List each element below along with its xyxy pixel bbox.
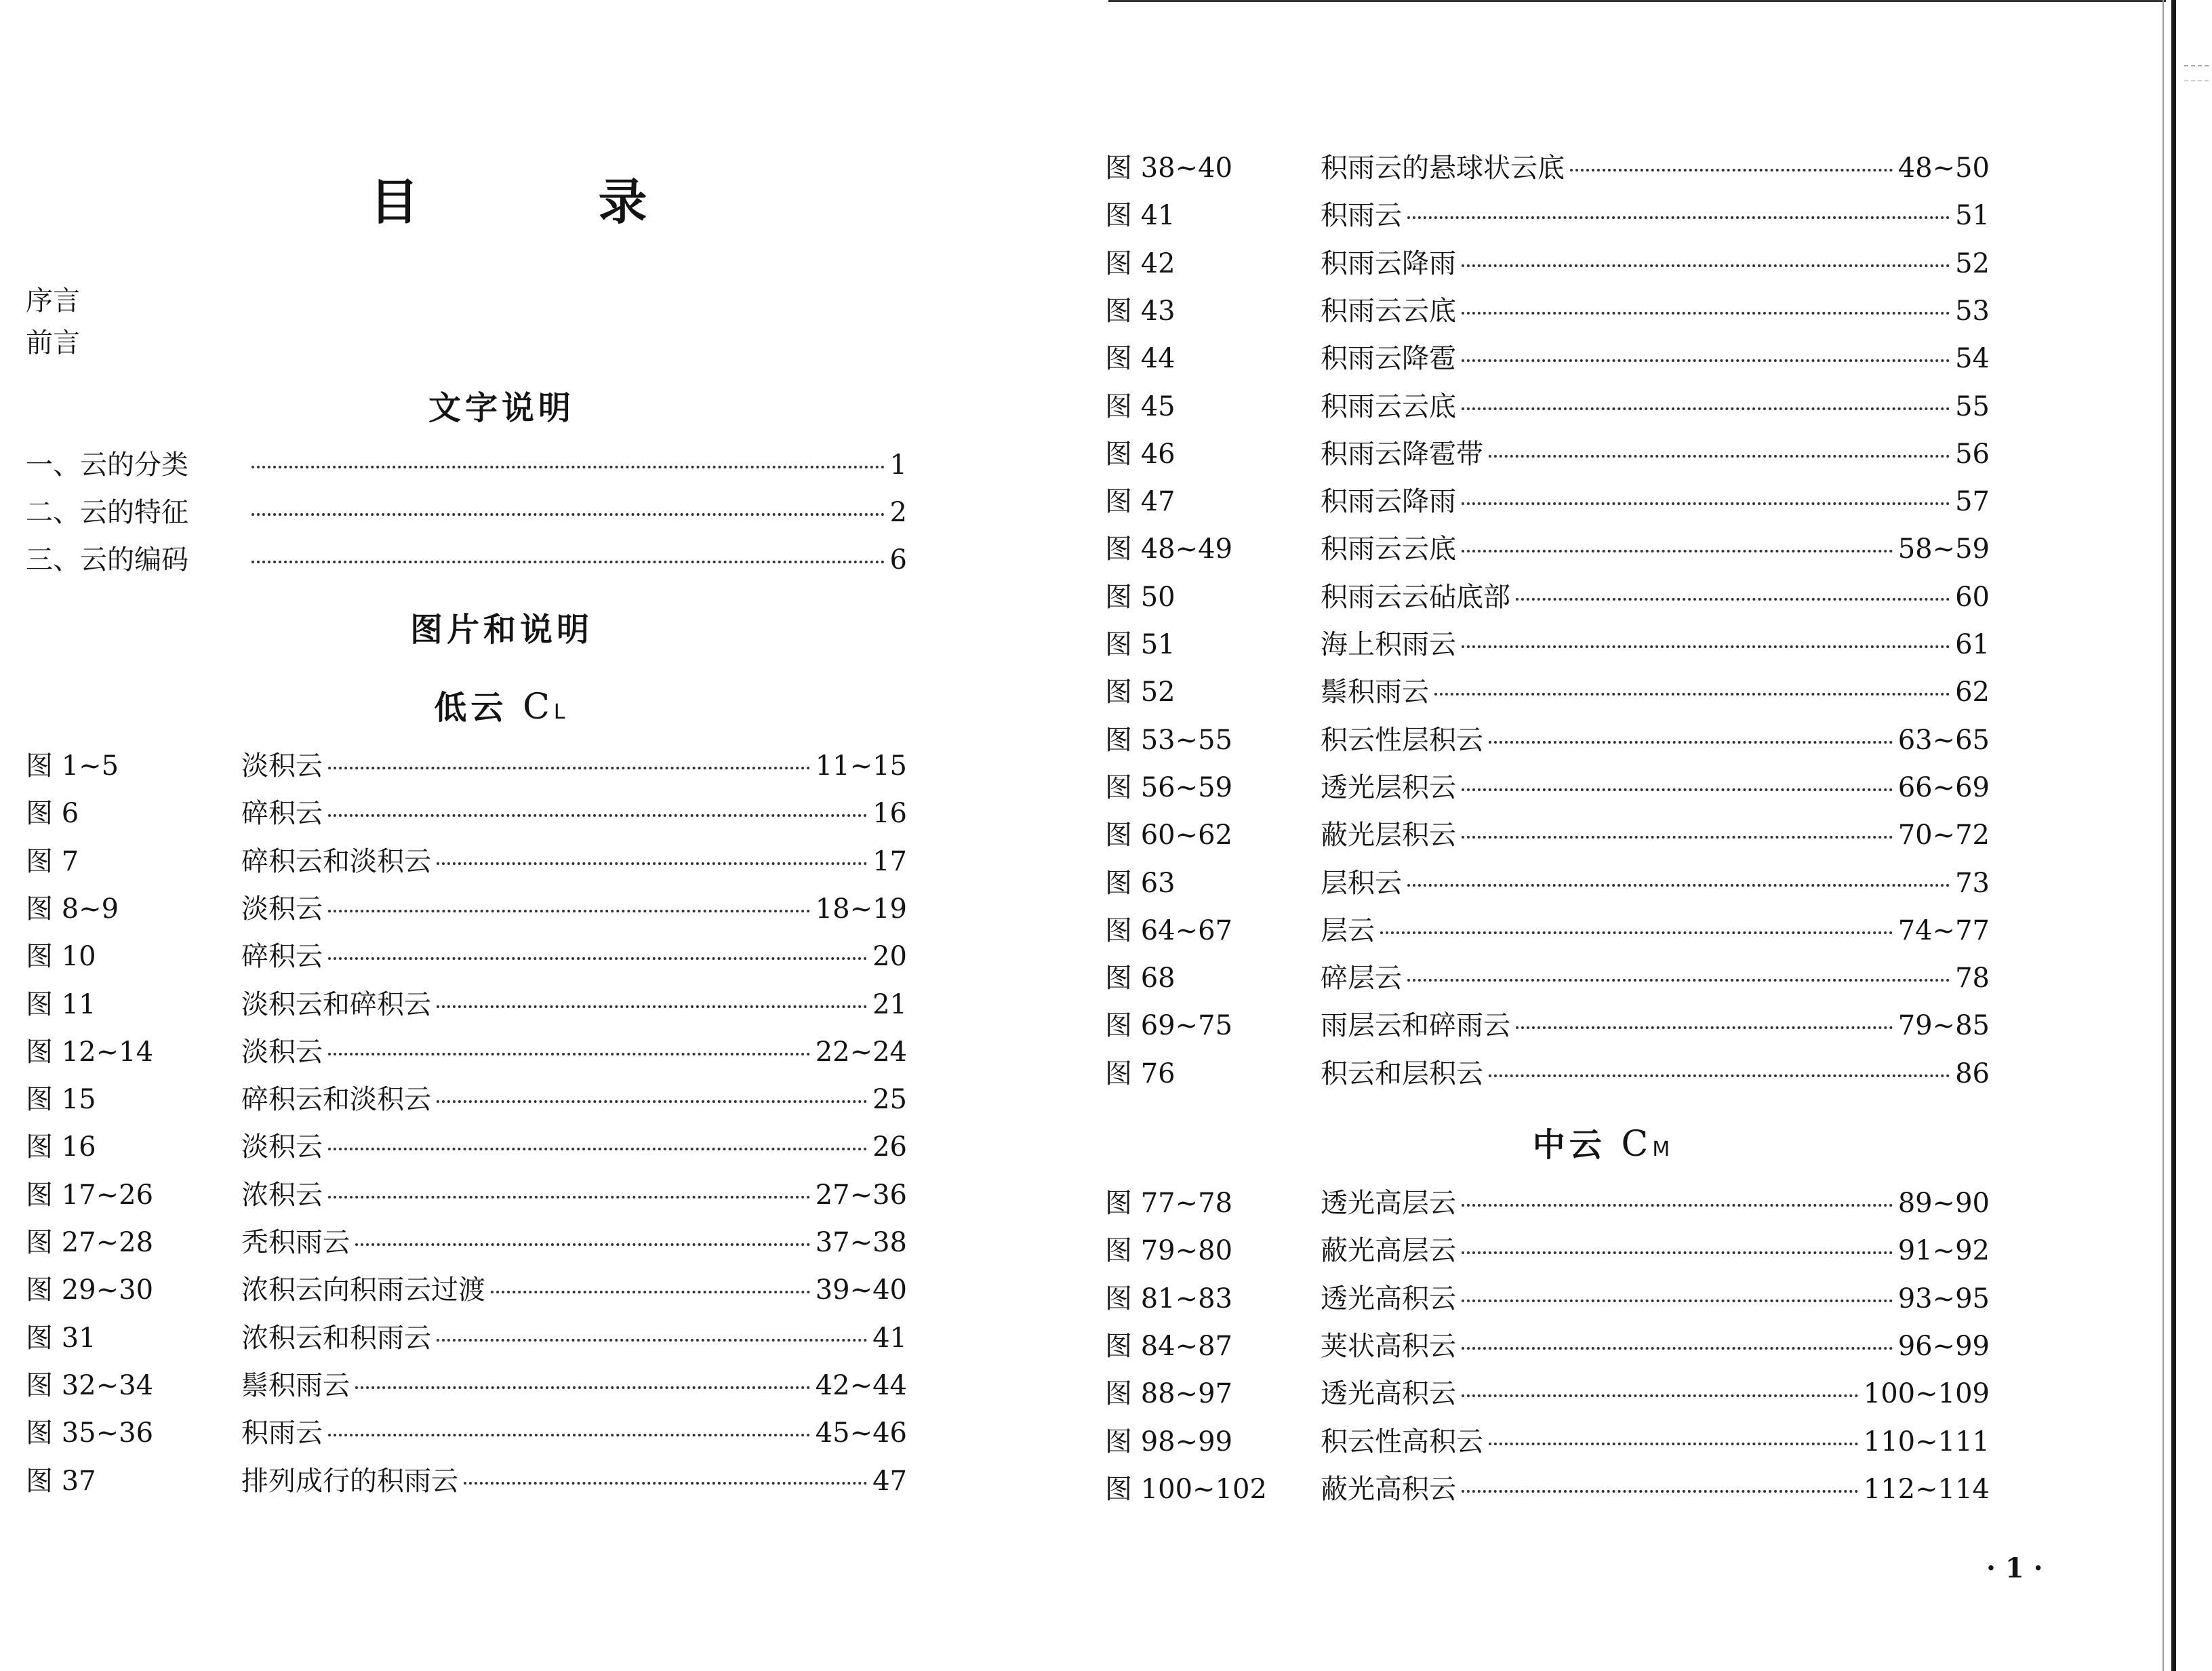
dot-leader bbox=[437, 1339, 867, 1342]
left-page bbox=[0, 0, 1017, 1671]
toc-entry-title: 淡积云 bbox=[241, 750, 323, 782]
toc-entry-title: 积云和层积云 bbox=[1321, 1058, 1483, 1089]
dot-leader bbox=[1407, 979, 1950, 982]
preface-line: 序言 bbox=[26, 285, 80, 317]
toc-entry-title: 淡积云 bbox=[241, 1131, 323, 1163]
toc-entry bbox=[1105, 1326, 1990, 1367]
toc-entry-title: 一、云的分类 bbox=[26, 449, 188, 481]
toc-entry-page: 73 bbox=[1955, 867, 1990, 899]
toc-entry-page: 54 bbox=[1955, 343, 1990, 375]
toc-entry bbox=[1105, 291, 1990, 331]
toc-entry bbox=[26, 540, 907, 580]
dot-leader bbox=[1462, 502, 1950, 505]
dot-leader bbox=[355, 1386, 810, 1389]
toc-entry-figure: 图 29~30 bbox=[26, 1274, 154, 1306]
toc-entry bbox=[1105, 434, 1990, 475]
toc-entry-page: 51 bbox=[1955, 200, 1990, 232]
dot-leader bbox=[437, 862, 867, 865]
toc-entry-figure: 图 77~78 bbox=[1105, 1188, 1233, 1219]
low-cloud-heading bbox=[0, 681, 1003, 728]
toc-entry-figure: 图 41 bbox=[1105, 200, 1175, 232]
toc-entry-page: 61 bbox=[1955, 629, 1990, 660]
dot-leader bbox=[328, 910, 810, 912]
toc-entry-figure: 图 68 bbox=[1105, 963, 1175, 994]
toc-entry bbox=[1105, 1279, 1990, 1319]
dot-leader bbox=[1462, 312, 1950, 315]
right-page bbox=[1105, 0, 2212, 1671]
toc-entry bbox=[26, 1270, 907, 1310]
dot-leader bbox=[1462, 1490, 1858, 1493]
toc-entry-page: 37~38 bbox=[815, 1227, 907, 1258]
dot-leader bbox=[1462, 550, 1893, 552]
dot-leader bbox=[1516, 598, 1950, 601]
toc-entry bbox=[26, 1079, 907, 1120]
toc-entry bbox=[1105, 577, 1990, 618]
toc-entry-figure: 图 46 bbox=[1105, 438, 1175, 470]
toc-entry-title: 蔽光高层云 bbox=[1321, 1235, 1456, 1267]
toc-entry-title: 碎积云 bbox=[241, 798, 323, 830]
toc-entry-page: 53 bbox=[1955, 295, 1990, 327]
toc-entry-page: 45~46 bbox=[815, 1417, 907, 1449]
toc-entry bbox=[26, 1365, 907, 1406]
toc-entry-page: 22~24 bbox=[815, 1036, 907, 1068]
toc-entry-figure: 图 60~62 bbox=[1105, 820, 1233, 851]
toc-entry-page: 39~40 bbox=[815, 1274, 907, 1306]
text-section-heading: 文字说明 bbox=[428, 389, 575, 427]
toc-entry-figure: 图 11 bbox=[26, 988, 96, 1020]
toc-entry bbox=[1105, 1183, 1990, 1224]
toc-entry-figure: 图 35~36 bbox=[26, 1417, 154, 1449]
toc-entry-title: 二、云的特征 bbox=[26, 497, 188, 528]
low-cloud-symbol-sub: L bbox=[553, 700, 569, 724]
toc-entry bbox=[1105, 386, 1990, 427]
dot-leader bbox=[1462, 264, 1950, 267]
toc-entry-title: 透光层积云 bbox=[1321, 771, 1456, 803]
toc-entry bbox=[26, 1127, 907, 1167]
toc-entry-figure: 图 47 bbox=[1105, 486, 1175, 518]
dot-leader bbox=[328, 767, 810, 769]
toc-entry bbox=[1105, 481, 1990, 522]
toc-entry-page: 27~36 bbox=[815, 1179, 907, 1211]
toc-entry-title: 积雨云降雨 bbox=[1321, 486, 1456, 518]
dot-leader bbox=[1489, 741, 1893, 744]
toc-entry bbox=[1105, 195, 1990, 236]
toc-entry-figure: 图 16 bbox=[26, 1131, 96, 1163]
toc-title: 目 录 bbox=[369, 174, 729, 230]
toc-entry-title: 碎积云和淡积云 bbox=[241, 1084, 431, 1116]
toc-entry-page: 110~111 bbox=[1863, 1426, 1990, 1457]
toc-entry-title: 碎积云 bbox=[241, 941, 323, 973]
mid-cloud-symbol: C bbox=[1621, 1124, 1653, 1165]
toc-entry bbox=[1105, 624, 1990, 665]
toc-entry-page: 6 bbox=[889, 544, 907, 576]
toc-entry-figure: 图 84~87 bbox=[1105, 1330, 1233, 1362]
toc-entry bbox=[1105, 815, 1990, 855]
dot-leader bbox=[252, 513, 885, 516]
toc-entry-page: 91~92 bbox=[1897, 1235, 1990, 1267]
toc-entry-title: 荚状高积云 bbox=[1321, 1330, 1456, 1362]
dot-leader bbox=[328, 1434, 810, 1436]
toc-entry-title: 积雨云降雨 bbox=[1321, 247, 1456, 279]
dot-leader bbox=[252, 466, 885, 468]
dot-leader bbox=[437, 1005, 867, 1008]
toc-entry bbox=[26, 492, 907, 533]
toc-entry bbox=[1105, 529, 1990, 569]
toc-entry-title: 浓积云和积雨云 bbox=[241, 1322, 431, 1354]
toc-entry-figure: 图 1~5 bbox=[26, 750, 119, 782]
toc-entry-figure: 图 45 bbox=[1105, 390, 1175, 422]
toc-entry-figure: 图 44 bbox=[1105, 343, 1175, 375]
toc-entry-figure: 图 10 bbox=[26, 941, 96, 973]
toc-entry-title: 积雨云云底 bbox=[1321, 390, 1456, 422]
toc-entry-title: 透光高积云 bbox=[1321, 1378, 1456, 1410]
dot-leader bbox=[1462, 1394, 1858, 1397]
dot-leader bbox=[1462, 1347, 1893, 1350]
dot-leader bbox=[1489, 1443, 1858, 1445]
pictures-section-heading: 图片和说明 bbox=[409, 611, 593, 649]
toc-entry-figure: 图 76 bbox=[1105, 1058, 1175, 1089]
toc-entry bbox=[1105, 672, 1990, 712]
toc-entry-page: 52 bbox=[1955, 247, 1990, 279]
toc-entry bbox=[26, 1222, 907, 1263]
toc-entry-figure: 图 38~40 bbox=[1105, 153, 1233, 184]
toc-entry bbox=[1105, 1469, 1990, 1510]
toc-entry bbox=[1105, 720, 1990, 761]
toc-entry-figure: 图 32~34 bbox=[26, 1369, 154, 1401]
toc-entry-page: 20 bbox=[872, 941, 907, 973]
toc-entry bbox=[1105, 958, 1990, 999]
toc-entry-figure: 图 12~14 bbox=[26, 1036, 154, 1068]
toc-entry-page: 41 bbox=[872, 1322, 907, 1354]
dot-leader bbox=[1462, 1204, 1893, 1207]
toc-entry-figure: 图 69~75 bbox=[1105, 1010, 1233, 1042]
toc-entry bbox=[1105, 1005, 1990, 1046]
toc-entry-page: 57 bbox=[1955, 486, 1990, 518]
toc-entry-title: 海上积雨云 bbox=[1321, 629, 1456, 660]
dot-leader bbox=[1462, 645, 1950, 648]
toc-entry-title: 积雨云 bbox=[1321, 200, 1402, 232]
toc-entry-figure: 图 42 bbox=[1105, 247, 1175, 279]
toc-entry-figure: 图 56~59 bbox=[1105, 771, 1233, 803]
toc-entry-figure: 图 6 bbox=[26, 798, 79, 830]
toc-entry-page: 17 bbox=[872, 845, 907, 877]
toc-entry-page: 42~44 bbox=[815, 1369, 907, 1401]
toc-entry-figure: 图 100~102 bbox=[1105, 1473, 1267, 1505]
toc-entry-title: 三、云的编码 bbox=[26, 544, 188, 576]
toc-entry bbox=[1105, 910, 1990, 951]
toc-entry-title: 积雨云降雹 bbox=[1321, 343, 1456, 375]
foreword-line: 前言 bbox=[26, 327, 80, 359]
dot-leader bbox=[355, 1243, 810, 1246]
toc-entry bbox=[1105, 1053, 1990, 1094]
toc-entry-page: 11~15 bbox=[815, 750, 907, 782]
toc-entry bbox=[1105, 1422, 1990, 1462]
toc-entry bbox=[1105, 1230, 1990, 1271]
toc-entry-title: 透光高层云 bbox=[1321, 1188, 1456, 1219]
toc-entry-page: 86 bbox=[1955, 1058, 1990, 1089]
toc-entry-figure: 图 53~55 bbox=[1105, 724, 1233, 756]
toc-entry-page: 58~59 bbox=[1897, 533, 1990, 565]
toc-entry-figure: 图 31 bbox=[26, 1322, 96, 1354]
toc-entry bbox=[26, 445, 907, 485]
toc-entry-page: 55 bbox=[1955, 390, 1990, 422]
dot-leader bbox=[1462, 407, 1950, 410]
dot-leader bbox=[328, 814, 867, 817]
mid-cloud-heading bbox=[1105, 1119, 2102, 1165]
dot-leader bbox=[464, 1482, 867, 1485]
toc-entry-figure: 图 7 bbox=[26, 845, 79, 877]
toc-entry-title: 积雨云云底 bbox=[1321, 295, 1456, 327]
toc-entry-page: 93~95 bbox=[1897, 1283, 1990, 1314]
toc-entry-title: 积雨云 bbox=[241, 1417, 323, 1449]
toc-entry-title: 积云性层积云 bbox=[1321, 724, 1483, 756]
toc-entry bbox=[1105, 1373, 1990, 1414]
toc-entry-page: 89~90 bbox=[1897, 1188, 1990, 1219]
toc-entry-page: 16 bbox=[872, 798, 907, 830]
toc-entry-page: 26 bbox=[872, 1131, 907, 1163]
toc-entry-page: 56 bbox=[1955, 438, 1990, 470]
toc-entry-title: 淡积云 bbox=[241, 893, 323, 925]
toc-entry-page: 47 bbox=[872, 1465, 907, 1497]
toc-entry bbox=[1105, 863, 1990, 904]
toc-entry-page: 18~19 bbox=[815, 893, 907, 925]
low-cloud-heading-text: 低云 bbox=[434, 689, 508, 727]
toc-entry-title: 积雨云降雹带 bbox=[1321, 438, 1483, 470]
toc-entry-figure: 图 17~26 bbox=[26, 1179, 154, 1211]
toc-entry-page: 21 bbox=[872, 988, 907, 1020]
toc-entry-title: 积云性高积云 bbox=[1321, 1426, 1483, 1457]
toc-entry-page: 78 bbox=[1955, 963, 1990, 994]
dot-leader bbox=[328, 1053, 810, 1055]
toc-entry-figure: 图 48~49 bbox=[1105, 533, 1233, 565]
toc-entry-page: 2 bbox=[889, 497, 907, 528]
dot-leader bbox=[1489, 1074, 1950, 1077]
toc-entry-figure: 图 51 bbox=[1105, 629, 1175, 660]
dot-leader bbox=[1516, 1026, 1893, 1029]
toc-entry-page: 48~50 bbox=[1897, 153, 1990, 184]
toc-entry-page: 96~99 bbox=[1897, 1330, 1990, 1362]
toc-entry-title: 蔽光高积云 bbox=[1321, 1473, 1456, 1505]
toc-entry bbox=[26, 841, 907, 882]
dot-leader bbox=[1462, 359, 1950, 362]
toc-entry-title: 蔽光层积云 bbox=[1321, 820, 1456, 851]
toc-entry-figure: 图 43 bbox=[1105, 295, 1175, 327]
toc-entry-figure: 图 8~9 bbox=[26, 893, 119, 925]
toc-entry-figure: 图 52 bbox=[1105, 677, 1175, 708]
toc-entry-title: 浓积云 bbox=[241, 1179, 323, 1211]
toc-entry-figure: 图 81~83 bbox=[1105, 1283, 1233, 1314]
toc-entry bbox=[26, 793, 907, 834]
toc-entry-figure: 图 79~80 bbox=[1105, 1235, 1233, 1267]
toc-entry-page: 1 bbox=[889, 449, 907, 481]
toc-entry bbox=[1105, 148, 1990, 188]
dot-leader bbox=[1462, 788, 1893, 791]
mid-cloud-heading-text: 中云 bbox=[1532, 1126, 1606, 1164]
toc-entry-title: 积雨云云底 bbox=[1321, 533, 1456, 565]
toc-entry bbox=[26, 1413, 907, 1453]
toc-entry bbox=[26, 1175, 907, 1215]
toc-entry-title: 透光高积云 bbox=[1321, 1283, 1456, 1314]
dot-leader bbox=[328, 1196, 810, 1199]
toc-entry-page: 25 bbox=[872, 1084, 907, 1116]
toc-entry-page: 112~114 bbox=[1863, 1473, 1990, 1505]
dot-leader bbox=[1570, 169, 1893, 172]
toc-entry-page: 60 bbox=[1955, 581, 1990, 613]
toc-entry bbox=[1105, 243, 1990, 284]
toc-entry bbox=[1105, 767, 1990, 808]
page-number: · 1 · bbox=[1986, 1552, 2043, 1584]
toc-entry-title: 浓积云向积雨云过渡 bbox=[241, 1274, 485, 1306]
toc-entry bbox=[26, 1461, 907, 1502]
toc-entry-figure: 图 63 bbox=[1105, 867, 1175, 899]
toc-entry-title: 雨层云和碎雨云 bbox=[1321, 1010, 1510, 1042]
toc-entry-page: 70~72 bbox=[1897, 820, 1990, 851]
toc-entry bbox=[1105, 338, 1990, 379]
toc-entry-title: 鬃积雨云 bbox=[241, 1369, 350, 1401]
toc-entry bbox=[26, 889, 907, 929]
toc-entry-page: 66~69 bbox=[1897, 771, 1990, 803]
toc-entry-title: 积雨云的悬球状云底 bbox=[1321, 153, 1565, 184]
toc-entry-title: 淡积云和碎积云 bbox=[241, 988, 431, 1020]
dot-leader bbox=[328, 1148, 867, 1150]
dot-leader bbox=[1462, 836, 1893, 839]
toc-entry-page: 62 bbox=[1955, 677, 1990, 708]
dot-leader bbox=[1407, 216, 1950, 219]
toc-entry bbox=[26, 746, 907, 786]
low-cloud-symbol: C bbox=[523, 687, 554, 727]
toc-entry bbox=[26, 984, 907, 1025]
toc-entry-title: 碎积云和淡积云 bbox=[241, 845, 431, 877]
toc-entry bbox=[26, 1032, 907, 1072]
toc-entry-title: 积雨云云砧底部 bbox=[1321, 581, 1510, 613]
dot-leader bbox=[1434, 693, 1950, 696]
toc-entry bbox=[26, 936, 907, 977]
dot-leader bbox=[1407, 884, 1950, 887]
toc-entry-title: 淡积云 bbox=[241, 1036, 323, 1068]
toc-entry bbox=[26, 1318, 907, 1358]
toc-entry-title: 层云 bbox=[1321, 914, 1375, 946]
toc-entry-figure: 图 37 bbox=[26, 1465, 96, 1497]
toc-entry-page: 100~109 bbox=[1863, 1378, 1990, 1410]
dot-leader bbox=[1462, 1251, 1893, 1254]
dot-leader bbox=[1380, 931, 1893, 934]
toc-entry-title: 排列成行的积雨云 bbox=[241, 1465, 458, 1497]
toc-entry-page: 79~85 bbox=[1897, 1010, 1990, 1042]
toc-entry-figure: 图 27~28 bbox=[26, 1227, 154, 1258]
toc-entry-title: 层积云 bbox=[1321, 867, 1402, 899]
dot-leader bbox=[328, 957, 867, 960]
toc-entry-page: 74~77 bbox=[1897, 914, 1990, 946]
toc-entry-page: 63~65 bbox=[1897, 724, 1990, 756]
dot-leader bbox=[1489, 455, 1950, 458]
toc-entry-figure: 图 98~99 bbox=[1105, 1426, 1233, 1457]
toc-entry-figure: 图 50 bbox=[1105, 581, 1175, 613]
mid-cloud-symbol-sub: M bbox=[1652, 1138, 1674, 1161]
toc-entry-figure: 图 64~67 bbox=[1105, 914, 1233, 946]
toc-entry-figure: 图 88~97 bbox=[1105, 1378, 1233, 1410]
toc-entry-title: 鬃积雨云 bbox=[1321, 677, 1429, 708]
dot-leader bbox=[491, 1291, 810, 1293]
dot-leader bbox=[252, 561, 885, 563]
dot-leader bbox=[437, 1100, 867, 1103]
dot-leader bbox=[1462, 1300, 1893, 1302]
toc-entry-title: 秃积雨云 bbox=[241, 1227, 350, 1258]
toc-entry-title: 碎层云 bbox=[1321, 963, 1402, 994]
toc-entry-figure: 图 15 bbox=[26, 1084, 96, 1116]
